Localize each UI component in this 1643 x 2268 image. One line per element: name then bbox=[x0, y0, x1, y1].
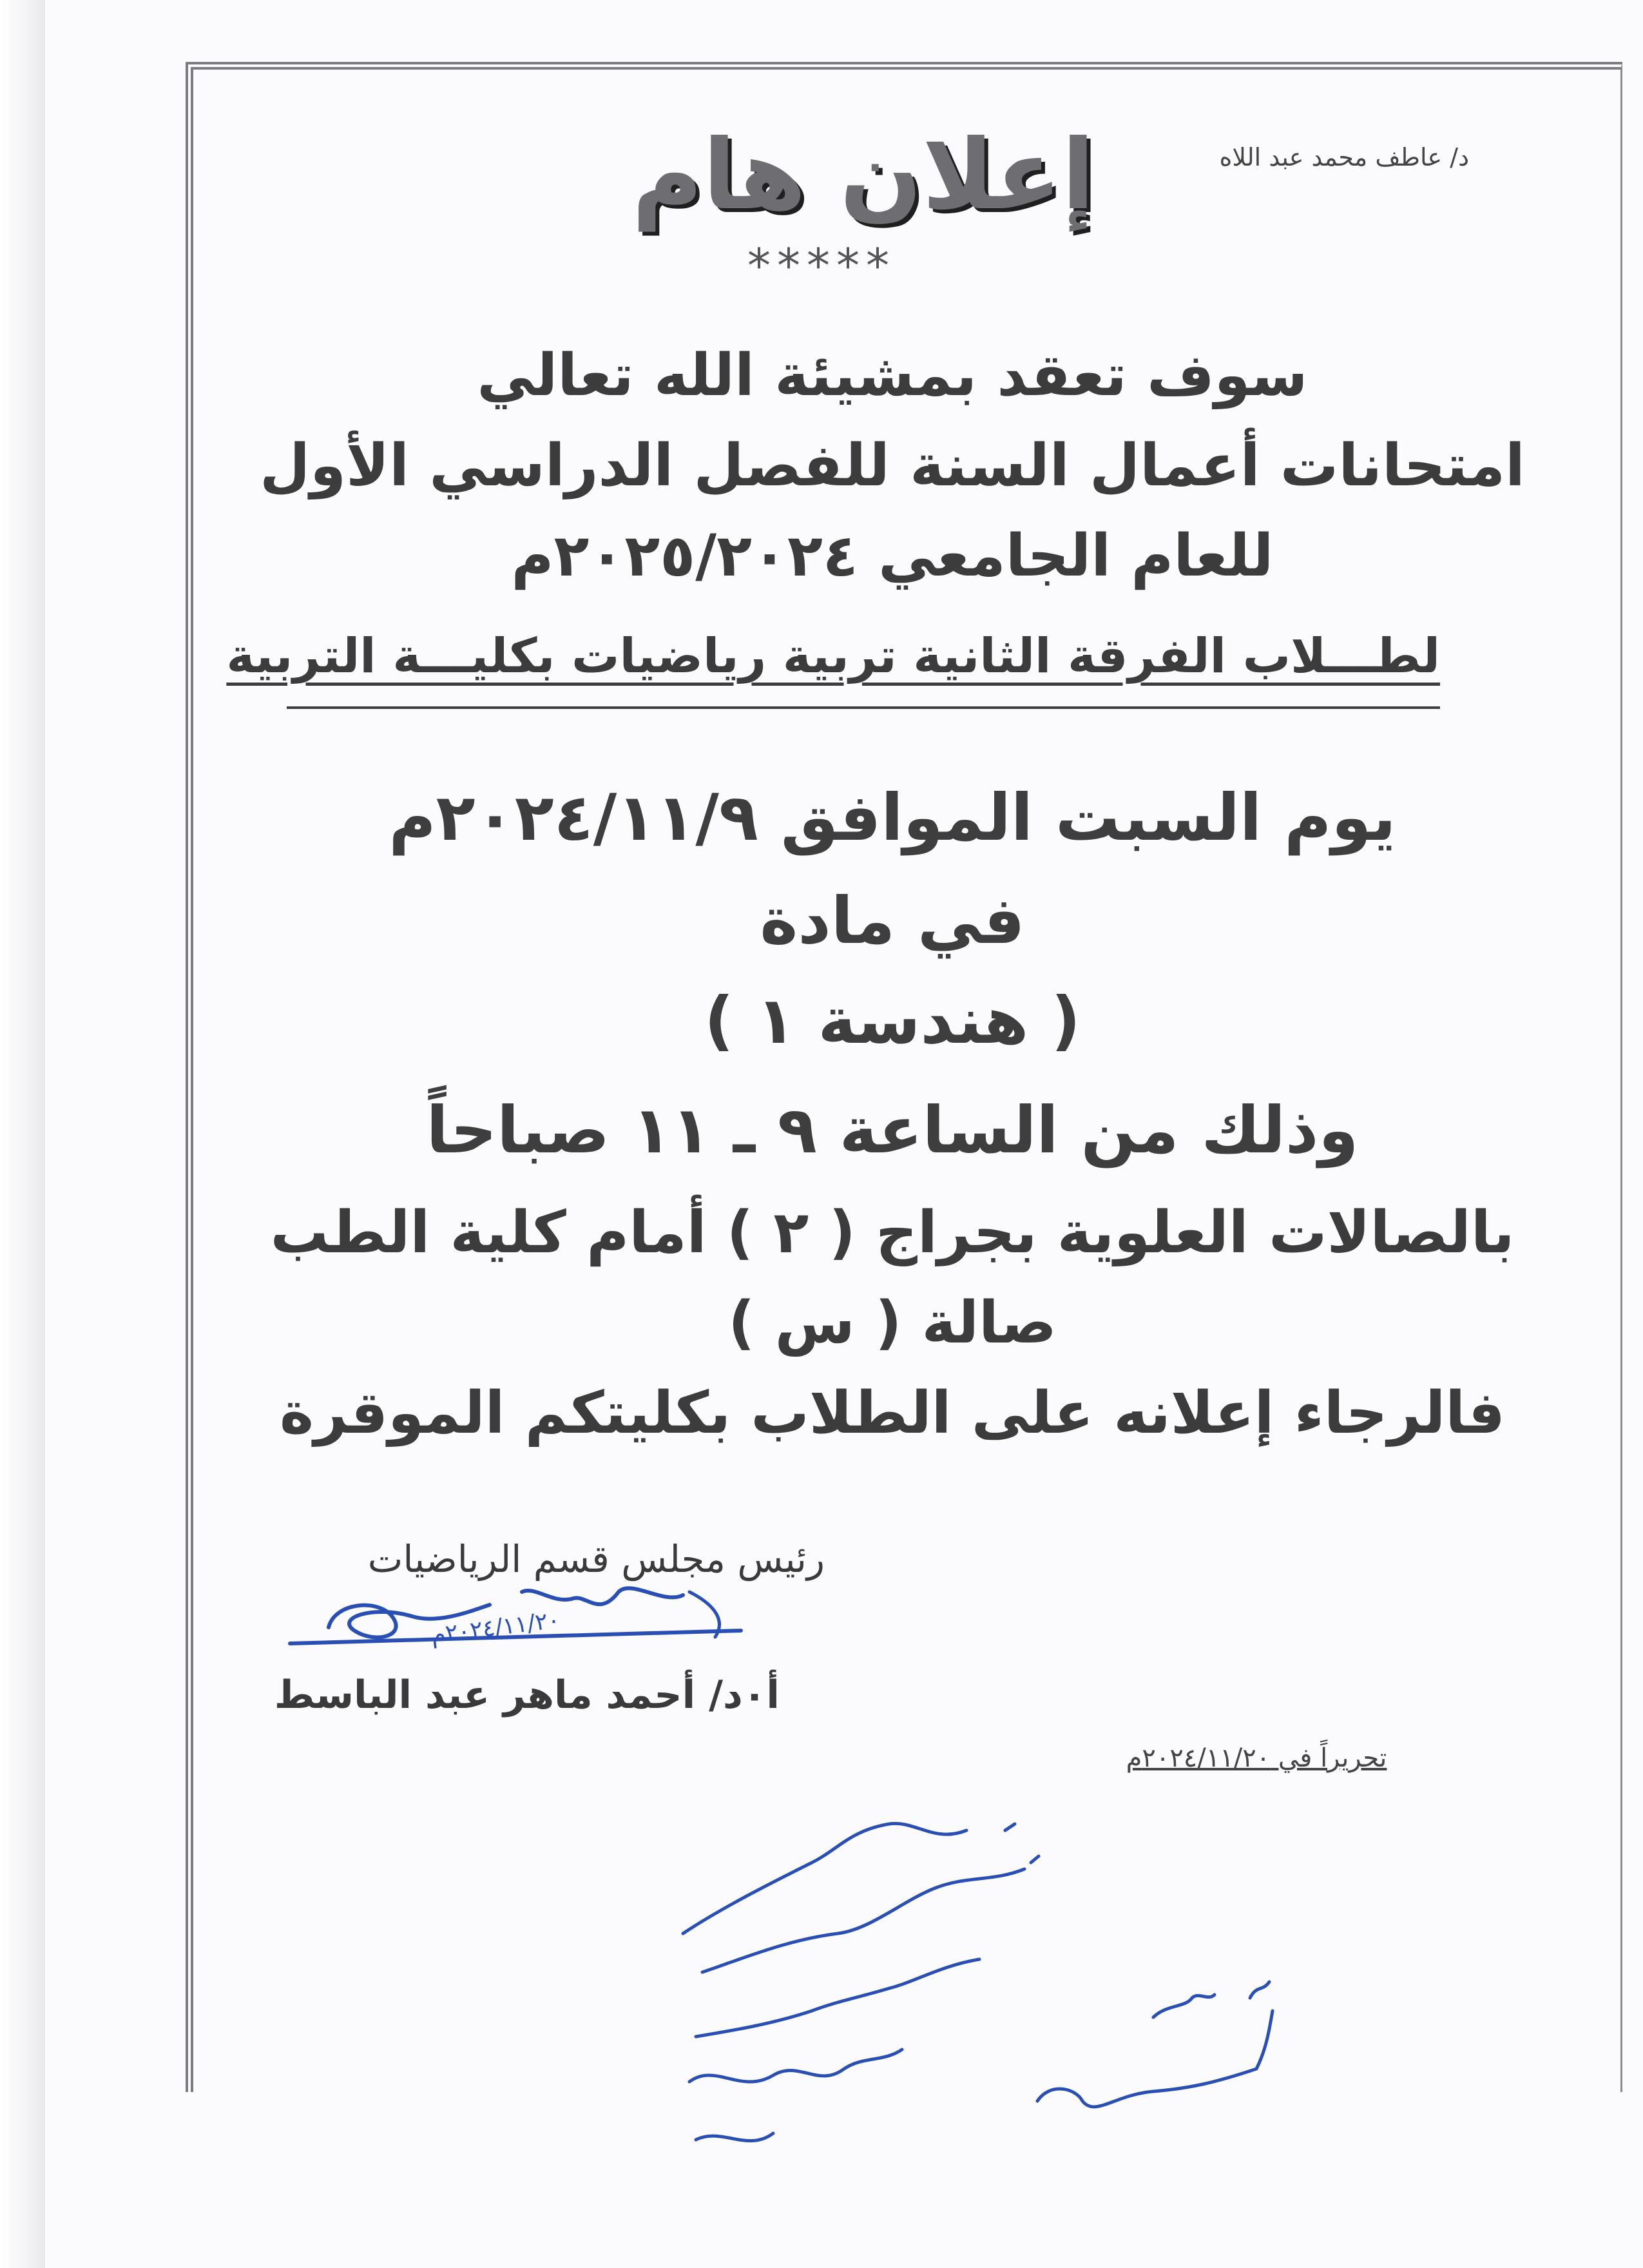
closing-request: فالرجاء إعلانه على الطلاب بكليتكم الموقرة bbox=[280, 1379, 1505, 1447]
students-subheading: لطـــلاب الفرقة الثانية تربية رياضيات بكليـــة التربية bbox=[226, 628, 1440, 684]
subject-name: ( هندسة ١ ) bbox=[704, 983, 1081, 1058]
exam-hall: صالة ( س ) bbox=[728, 1289, 1057, 1357]
scan-margin bbox=[0, 0, 45, 2268]
body-line-academic-year: للعام الجامعي ٢٠٢٥/٢٠٢٤م bbox=[511, 522, 1274, 590]
dean-handwritten-note bbox=[644, 1805, 1070, 2204]
secondary-signature bbox=[1024, 1972, 1295, 2140]
written-date: تحريراً في ٢٠٢٤/١١/٢٠م bbox=[1126, 1743, 1387, 1773]
exam-time: وذلك من الساعة ٩ ـ ١١ صباحاً bbox=[426, 1092, 1359, 1168]
signatory-name: أ٠د/ أحمد ماهر عبد الباسط bbox=[274, 1672, 780, 1718]
subheading-double-underline bbox=[287, 706, 1440, 709]
subject-intro: في مادة bbox=[760, 883, 1025, 958]
body-line-exams: امتحانات أعمال السنة للفصل الدراسي الأول bbox=[260, 432, 1525, 499]
stars-divider: ***** bbox=[747, 238, 896, 293]
author-line: د/ عاطف محمد عبد اللاه bbox=[1219, 143, 1469, 171]
exam-date: يوم السبت الموافق ٢٠٢٤/١١/٩م bbox=[389, 780, 1396, 855]
page-title: إعلان هام bbox=[631, 119, 1095, 231]
body-line-intro: سوف تعقد بمشيئة الله تعالي bbox=[477, 342, 1308, 409]
exam-location: بالصالات العلوية بجراج ( ٢ ) أمام كلية الطب bbox=[270, 1199, 1515, 1266]
signatory-title: رئيس مجلس قسم الرياضيات bbox=[367, 1537, 825, 1581]
signature-date-stamp: ٢٠٢٤/١١/٢٠م bbox=[429, 1607, 562, 1649]
